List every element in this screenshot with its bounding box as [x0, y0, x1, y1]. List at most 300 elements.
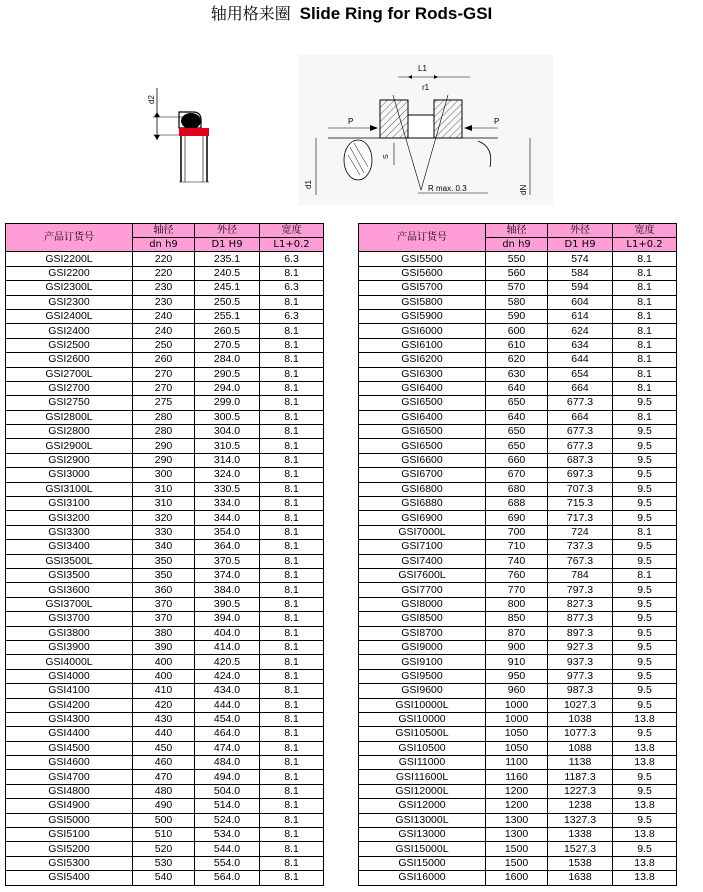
cell-inner-dia: 650: [486, 425, 548, 439]
cell-inner-dia: 570: [486, 281, 548, 295]
cell-code: GSI5700: [359, 281, 486, 295]
cell-code: GSI2500: [6, 338, 133, 352]
cell-inner-dia: 680: [486, 482, 548, 496]
cell-code: GSI4000L: [6, 655, 133, 669]
cell-code: GSI13000: [359, 828, 486, 842]
cell-width: 8.1: [613, 525, 677, 539]
cell-code: GSI4000: [6, 669, 133, 683]
cell-outer-dia: 484.0: [195, 756, 260, 770]
cell-width: 8.1: [260, 655, 324, 669]
cell-outer-dia: 614: [548, 309, 613, 323]
cell-inner-dia: 250: [133, 338, 195, 352]
cell-inner-dia: 260: [133, 353, 195, 367]
table-row: [359, 425, 677, 439]
table-row: [359, 871, 677, 885]
table-row: [6, 396, 324, 410]
cell-width: 9.5: [613, 396, 677, 410]
cell-code: GSI12000: [359, 799, 486, 813]
cell-code: GSI3200: [6, 511, 133, 525]
cell-inner-dia: 1160: [486, 770, 548, 784]
cell-code: GSI2900: [6, 453, 133, 467]
cell-code: GSI6880: [359, 497, 486, 511]
cell-code: GSI10500: [359, 741, 486, 755]
cell-code: GSI6000: [359, 324, 486, 338]
table-row: [6, 468, 324, 482]
cell-inner-dia: 460: [133, 756, 195, 770]
cell-width: 8.1: [260, 425, 324, 439]
cell-outer-dia: 1187.3: [548, 770, 613, 784]
cell-width: 8.1: [260, 741, 324, 755]
header-outer-en: D1 H9: [548, 238, 613, 252]
cell-code: GSI4300: [6, 712, 133, 726]
header-outer-zh: 外径: [548, 224, 613, 238]
table-row: [6, 353, 324, 367]
header-inner-en: dn h9: [133, 238, 195, 252]
table-row: [6, 453, 324, 467]
cell-code: GSI6100: [359, 338, 486, 352]
cell-inner-dia: 670: [486, 468, 548, 482]
table-row: [359, 381, 677, 395]
cell-inner-dia: 310: [133, 497, 195, 511]
table-row: [6, 597, 324, 611]
cell-inner-dia: 240: [133, 309, 195, 323]
table-row: [359, 540, 677, 554]
header-code: 产品订货号: [6, 224, 133, 252]
cell-width: 9.5: [613, 554, 677, 568]
cell-outer-dia: 634: [548, 338, 613, 352]
cell-width: 6.3: [260, 252, 324, 266]
cell-width: 13.8: [613, 871, 677, 885]
cell-outer-dia: 270.5: [195, 338, 260, 352]
cell-width: 8.1: [613, 281, 677, 295]
table-row: [6, 525, 324, 539]
cell-code: GSI4100: [6, 684, 133, 698]
cell-width: 8.1: [260, 266, 324, 280]
cell-width: 8.1: [613, 324, 677, 338]
spec-table-right: [358, 223, 677, 886]
header-width-zh: 宽度: [260, 224, 324, 238]
cell-code: GSI5100: [6, 828, 133, 842]
cell-code: GSI5900: [359, 309, 486, 323]
cell-outer-dia: 977.3: [548, 669, 613, 683]
cell-code: GSI2300: [6, 295, 133, 309]
cell-inner-dia: 500: [133, 813, 195, 827]
cell-code: GSI2600: [6, 353, 133, 367]
cell-outer-dia: 654: [548, 367, 613, 381]
cell-code: GSI5300: [6, 856, 133, 870]
cell-outer-dia: 250.5: [195, 295, 260, 309]
table-row: [6, 281, 324, 295]
cell-width: 9.5: [613, 511, 677, 525]
table-row: [6, 540, 324, 554]
cell-code: GSI2800L: [6, 410, 133, 424]
cell-inner-dia: 540: [133, 871, 195, 885]
cell-width: 8.1: [260, 612, 324, 626]
cell-outer-dia: 394.0: [195, 612, 260, 626]
cell-code: GSI6200: [359, 353, 486, 367]
table-row: [6, 871, 324, 885]
cell-inner-dia: 520: [133, 842, 195, 856]
cell-inner-dia: 530: [133, 856, 195, 870]
cell-outer-dia: 294.0: [195, 381, 260, 395]
cell-width: 13.8: [613, 741, 677, 755]
d1-label: d1: [304, 180, 313, 189]
cell-inner-dia: 340: [133, 540, 195, 554]
table-row: [359, 856, 677, 870]
cell-width: 6.3: [260, 309, 324, 323]
table-row: [6, 799, 324, 813]
cell-width: 9.5: [613, 612, 677, 626]
cell-width: 9.5: [613, 770, 677, 784]
table-row: [359, 712, 677, 726]
cell-code: GSI10500L: [359, 727, 486, 741]
table-row: [6, 698, 324, 712]
cell-inner-dia: 950: [486, 669, 548, 683]
cell-code: GSI2400: [6, 324, 133, 338]
cell-outer-dia: 304.0: [195, 425, 260, 439]
cell-code: GSI6400: [359, 381, 486, 395]
cell-outer-dia: 494.0: [195, 770, 260, 784]
cell-outer-dia: 404.0: [195, 626, 260, 640]
cell-outer-dia: 260.5: [195, 324, 260, 338]
cell-width: 8.1: [260, 640, 324, 654]
cell-inner-dia: 275: [133, 396, 195, 410]
table-row: [6, 741, 324, 755]
cell-outer-dia: 767.3: [548, 554, 613, 568]
cell-inner-dia: 688: [486, 497, 548, 511]
cell-width: 8.1: [260, 396, 324, 410]
cell-code: GSI2200: [6, 266, 133, 280]
table-body-left: [6, 252, 324, 885]
cell-inner-dia: 470: [133, 770, 195, 784]
cell-outer-dia: 364.0: [195, 540, 260, 554]
cell-inner-dia: 1050: [486, 741, 548, 755]
table-row: [6, 324, 324, 338]
cell-inner-dia: 360: [133, 583, 195, 597]
cell-inner-dia: 590: [486, 309, 548, 323]
cell-outer-dia: 664: [548, 410, 613, 424]
cell-code: GSI8000: [359, 597, 486, 611]
cell-outer-dia: 1138: [548, 756, 613, 770]
cell-inner-dia: 700: [486, 525, 548, 539]
cell-code: GSI12000L: [359, 784, 486, 798]
cell-outer-dia: 1638: [548, 871, 613, 885]
table-row: [6, 727, 324, 741]
cell-inner-dia: 1300: [486, 813, 548, 827]
cell-outer-dia: 255.1: [195, 309, 260, 323]
table-row: [359, 828, 677, 842]
cell-inner-dia: 710: [486, 540, 548, 554]
page-title: [0, 4, 703, 25]
cell-inner-dia: 270: [133, 367, 195, 381]
cell-code: GSI7600L: [359, 568, 486, 582]
cell-code: GSI3400: [6, 540, 133, 554]
cell-code: GSI16000: [359, 871, 486, 885]
table-row: [6, 482, 324, 496]
cell-width: 8.1: [613, 252, 677, 266]
cell-outer-dia: 454.0: [195, 712, 260, 726]
cell-inner-dia: 400: [133, 655, 195, 669]
cell-inner-dia: 420: [133, 698, 195, 712]
cell-inner-dia: 1000: [486, 712, 548, 726]
cell-code: GSI6400: [359, 410, 486, 424]
cell-outer-dia: 344.0: [195, 511, 260, 525]
cell-outer-dia: 1527.3: [548, 842, 613, 856]
cell-width: 8.1: [260, 554, 324, 568]
cell-outer-dia: 1077.3: [548, 727, 613, 741]
cell-outer-dia: 677.3: [548, 396, 613, 410]
cell-width: 8.1: [260, 338, 324, 352]
cell-code: GSI9100: [359, 655, 486, 669]
cell-width: 8.1: [260, 324, 324, 338]
table-row: [359, 453, 677, 467]
cell-width: 8.1: [260, 799, 324, 813]
header-width-en: L1+0.2: [260, 238, 324, 252]
table-row: [359, 482, 677, 496]
cell-code: GSI2900L: [6, 439, 133, 453]
cell-inner-dia: 1500: [486, 842, 548, 856]
cell-width: 9.5: [613, 497, 677, 511]
cell-inner-dia: 280: [133, 425, 195, 439]
cell-outer-dia: 717.3: [548, 511, 613, 525]
cell-code: GSI5800: [359, 295, 486, 309]
cell-width: 9.5: [613, 468, 677, 482]
cell-inner-dia: 1200: [486, 784, 548, 798]
cell-code: GSI4700: [6, 770, 133, 784]
table-row: [359, 727, 677, 741]
cell-outer-dia: 300.5: [195, 410, 260, 424]
cell-inner-dia: 290: [133, 439, 195, 453]
R-label: R max. 0.3: [428, 184, 467, 193]
cell-outer-dia: 624: [548, 324, 613, 338]
cell-width: 8.1: [260, 698, 324, 712]
table-row: [6, 410, 324, 424]
cell-outer-dia: 524.0: [195, 813, 260, 827]
cell-width: 8.1: [613, 568, 677, 582]
cell-outer-dia: 1338: [548, 828, 613, 842]
table-row: [359, 396, 677, 410]
cell-width: 8.1: [260, 828, 324, 842]
cell-outer-dia: 1227.3: [548, 784, 613, 798]
cell-width: 8.1: [260, 381, 324, 395]
cell-code: GSI15000L: [359, 842, 486, 856]
cell-outer-dia: 299.0: [195, 396, 260, 410]
header-outer-en: D1 H9: [195, 238, 260, 252]
table-row: [359, 770, 677, 784]
cell-outer-dia: 715.3: [548, 497, 613, 511]
table-row: [359, 741, 677, 755]
cell-code: GSI5000: [6, 813, 133, 827]
table-row: [6, 511, 324, 525]
table-row: [6, 554, 324, 568]
cell-width: 8.1: [613, 295, 677, 309]
cell-inner-dia: 230: [133, 295, 195, 309]
cell-inner-dia: 1050: [486, 727, 548, 741]
table-row: [359, 669, 677, 683]
cell-code: GSI8500: [359, 612, 486, 626]
cell-outer-dia: 444.0: [195, 698, 260, 712]
cell-outer-dia: 310.5: [195, 439, 260, 453]
table-row: [6, 842, 324, 856]
cell-code: GSI6500: [359, 425, 486, 439]
cell-width: 9.5: [613, 453, 677, 467]
table-row: [6, 439, 324, 453]
cell-inner-dia: 960: [486, 684, 548, 698]
cell-code: GSI6600: [359, 453, 486, 467]
cell-outer-dia: 235.1: [195, 252, 260, 266]
table-row: [6, 295, 324, 309]
cell-code: GSI7100: [359, 540, 486, 554]
cell-inner-dia: 640: [486, 410, 548, 424]
cell-code: GSI7700: [359, 583, 486, 597]
cell-inner-dia: 310: [133, 482, 195, 496]
table-row: [6, 425, 324, 439]
cell-width: 8.1: [613, 266, 677, 280]
cell-inner-dia: 480: [133, 784, 195, 798]
table-row: [359, 799, 677, 813]
table-row: [6, 381, 324, 395]
cell-outer-dia: 474.0: [195, 741, 260, 755]
table-row: [359, 324, 677, 338]
header-inner-en: dn h9: [486, 238, 548, 252]
cell-outer-dia: 594: [548, 281, 613, 295]
cell-width: 8.1: [260, 856, 324, 870]
cell-inner-dia: 350: [133, 568, 195, 582]
cell-code: GSI13000L: [359, 813, 486, 827]
table-row: [359, 252, 677, 266]
cell-outer-dia: 584: [548, 266, 613, 280]
table-row: [359, 626, 677, 640]
cell-outer-dia: 414.0: [195, 640, 260, 654]
table-row: [6, 669, 324, 683]
cell-width: 9.5: [613, 583, 677, 597]
cell-width: 8.1: [260, 784, 324, 798]
header-code: 产品订货号: [359, 224, 486, 252]
cell-outer-dia: 324.0: [195, 468, 260, 482]
cell-width: 13.8: [613, 799, 677, 813]
cell-code: GSI2400L: [6, 309, 133, 323]
cell-inner-dia: 490: [133, 799, 195, 813]
cell-width: 8.1: [613, 381, 677, 395]
cell-outer-dia: 534.0: [195, 828, 260, 842]
cell-width: 9.5: [613, 669, 677, 683]
table-row: [359, 698, 677, 712]
cell-inner-dia: 440: [133, 727, 195, 741]
table-row: [6, 252, 324, 266]
cell-width: 8.1: [260, 367, 324, 381]
P-right-label: P: [494, 117, 500, 126]
r1-label: r1: [422, 83, 430, 92]
cell-width: 8.1: [260, 669, 324, 683]
table-row: [359, 497, 677, 511]
header-width-zh: 宽度: [613, 224, 677, 238]
cell-outer-dia: 514.0: [195, 799, 260, 813]
cell-inner-dia: 870: [486, 626, 548, 640]
cell-width: 8.1: [260, 684, 324, 698]
cell-width: 8.1: [260, 453, 324, 467]
title-chinese: 轴用格来圈: [210, 4, 291, 23]
cell-outer-dia: 554.0: [195, 856, 260, 870]
cell-width: 8.1: [260, 626, 324, 640]
cell-code: GSI2200L: [6, 252, 133, 266]
title-english: Slide Ring for Rods-GSI: [299, 4, 493, 23]
table-row: [6, 640, 324, 654]
cell-code: GSI3100L: [6, 482, 133, 496]
table-row: [359, 367, 677, 381]
cell-width: 6.3: [260, 281, 324, 295]
cell-code: GSI2700L: [6, 367, 133, 381]
cell-inner-dia: 610: [486, 338, 548, 352]
cell-inner-dia: 560: [486, 266, 548, 280]
header-width-en: L1+0.2: [613, 238, 677, 252]
cell-outer-dia: 677.3: [548, 425, 613, 439]
cell-outer-dia: 390.5: [195, 597, 260, 611]
d2-label: d2: [147, 95, 156, 104]
cell-width: 9.5: [613, 784, 677, 798]
cell-inner-dia: 430: [133, 712, 195, 726]
cell-inner-dia: 330: [133, 525, 195, 539]
table-row: [359, 756, 677, 770]
cell-inner-dia: 740: [486, 554, 548, 568]
cell-code: GSI5400: [6, 871, 133, 885]
cell-inner-dia: 370: [133, 612, 195, 626]
cell-width: 8.1: [260, 842, 324, 856]
table-row: [6, 712, 324, 726]
table-row: [6, 856, 324, 870]
cell-inner-dia: 1200: [486, 799, 548, 813]
cell-code: GSI6500: [359, 439, 486, 453]
cell-outer-dia: 330.5: [195, 482, 260, 496]
cell-outer-dia: 434.0: [195, 684, 260, 698]
table-row: [359, 338, 677, 352]
cell-width: 9.5: [613, 482, 677, 496]
header-outer-zh: 外径: [195, 224, 260, 238]
table-row: [359, 684, 677, 698]
cell-code: GSI3900: [6, 640, 133, 654]
cell-outer-dia: 1088: [548, 741, 613, 755]
table-row: [6, 568, 324, 582]
cell-outer-dia: 284.0: [195, 353, 260, 367]
cell-code: GSI3500: [6, 568, 133, 582]
header-inner-zh: 轴径: [133, 224, 195, 238]
cell-outer-dia: 464.0: [195, 727, 260, 741]
cell-width: 9.5: [613, 425, 677, 439]
cell-inner-dia: 290: [133, 453, 195, 467]
cell-outer-dia: 664: [548, 381, 613, 395]
cell-inner-dia: 1500: [486, 856, 548, 870]
cell-inner-dia: 300: [133, 468, 195, 482]
cell-width: 13.8: [613, 856, 677, 870]
table-row: [6, 338, 324, 352]
cell-code: GSI2300L: [6, 281, 133, 295]
cell-outer-dia: 504.0: [195, 784, 260, 798]
table-row: [6, 828, 324, 842]
cell-outer-dia: 574: [548, 252, 613, 266]
table-row: [6, 367, 324, 381]
cell-inner-dia: 760: [486, 568, 548, 582]
cell-inner-dia: 410: [133, 684, 195, 698]
table-row: [6, 684, 324, 698]
cell-outer-dia: 927.3: [548, 640, 613, 654]
cell-width: 8.1: [260, 497, 324, 511]
cell-width: 8.1: [260, 813, 324, 827]
table-row: [6, 309, 324, 323]
cell-width: 8.1: [260, 511, 324, 525]
cell-width: 13.8: [613, 712, 677, 726]
header-inner-zh: 轴径: [486, 224, 548, 238]
table-row: [6, 612, 324, 626]
cell-width: 8.1: [260, 583, 324, 597]
